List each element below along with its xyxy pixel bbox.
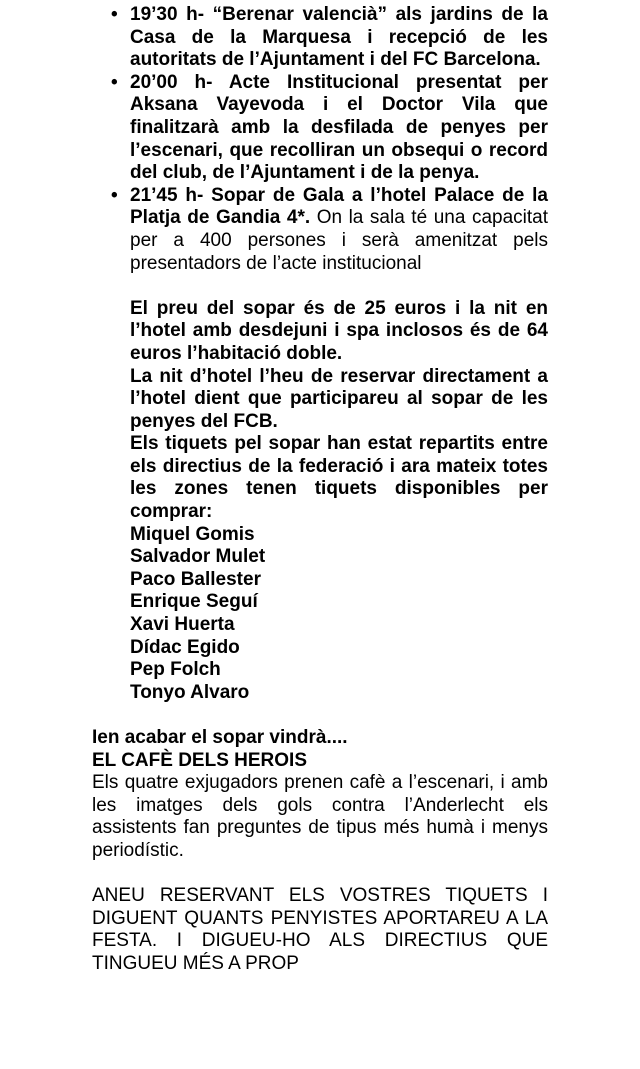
after-dinner-title: EL CAFÈ DELS HEROIS xyxy=(92,749,308,771)
schedule-time: 20’00 h- xyxy=(130,71,213,93)
schedule-item-1 xyxy=(92,4,548,72)
director-name: Dídac Egido xyxy=(130,636,240,658)
schedule-text: “Berenar valencià” als jardins de la Casa de la Marquesa i recepció de les autoritats de l’Ajuntament i del FC Barcelona. xyxy=(130,4,549,71)
directors-list xyxy=(92,524,548,705)
schedule-item-3 xyxy=(92,185,548,275)
director-name: Enrique Seguí xyxy=(130,591,258,613)
dinner-price: El preu del sopar és de 25 euros i la nit en l’hotel amb desdejuni i spa inclosos és de 64 euros l’habitació doble. xyxy=(130,297,548,364)
schedule-time: 21’45 h- xyxy=(130,184,204,206)
schedule-time: 19’30 h- xyxy=(130,4,205,25)
director-name: Miquel Gomis xyxy=(130,523,255,545)
document-body xyxy=(92,4,548,976)
director-name: Tonyo Alvaro xyxy=(130,681,250,703)
tickets-info: Els tiquets pel sopar han estat repartits entre els directius de la federació i ara mateix totes les zones tenen tiquets disponibles per comprar: xyxy=(130,433,548,523)
bullet-icon: • xyxy=(111,4,118,25)
director-name: Xavi Huerta xyxy=(130,614,235,636)
bullet-icon: • xyxy=(111,71,118,93)
after-dinner-text: Els quatre exjugadors prenen cafè a l’escenari, i amb les imatges dels gols contra l’Anderlecht els assistents fan preguntes de tipus més humà i menys periodístic. xyxy=(92,772,548,861)
schedule-text: Sopar de Gala a l’hotel Palace de la Platja de Gandia 4*. xyxy=(130,184,548,229)
closing-notice: ANEU RESERVANT ELS VOSTRES TIQUETS I DIGUENT QUANTS PENYISTES APORTAREU A LA FESTA. I DIGUEU-HO ALS DIRECTIUS QUE TINGUEU MÉS A PROP xyxy=(92,885,548,974)
director-name: Paco Ballester xyxy=(130,568,261,590)
after-dinner-intro: Ien acabar el sopar vindrà.... xyxy=(92,727,348,748)
bullet-icon: • xyxy=(111,184,118,206)
director-name: Salvador Mulet xyxy=(130,546,266,568)
schedule-detail: On la sala té una capacitat per a 400 persones i serà amenitzat pels presentadors de l’acte institucional xyxy=(130,207,548,274)
hotel-booking: La nit d’hotel l’heu de reservar directament a l’hotel dient que participareu al sopar de les penyes del FCB. xyxy=(130,365,548,432)
director-name: Pep Folch xyxy=(130,659,221,681)
schedule-item-2 xyxy=(92,72,548,185)
schedule-text: Acte Institucional presentat per Aksana Vayevoda i el Doctor Vila que finalitzarà amb la desfilada de penyes per l’escenari, que recolliran un obsequi o record del club, de l’Ajuntament i de la penya. xyxy=(130,71,549,184)
